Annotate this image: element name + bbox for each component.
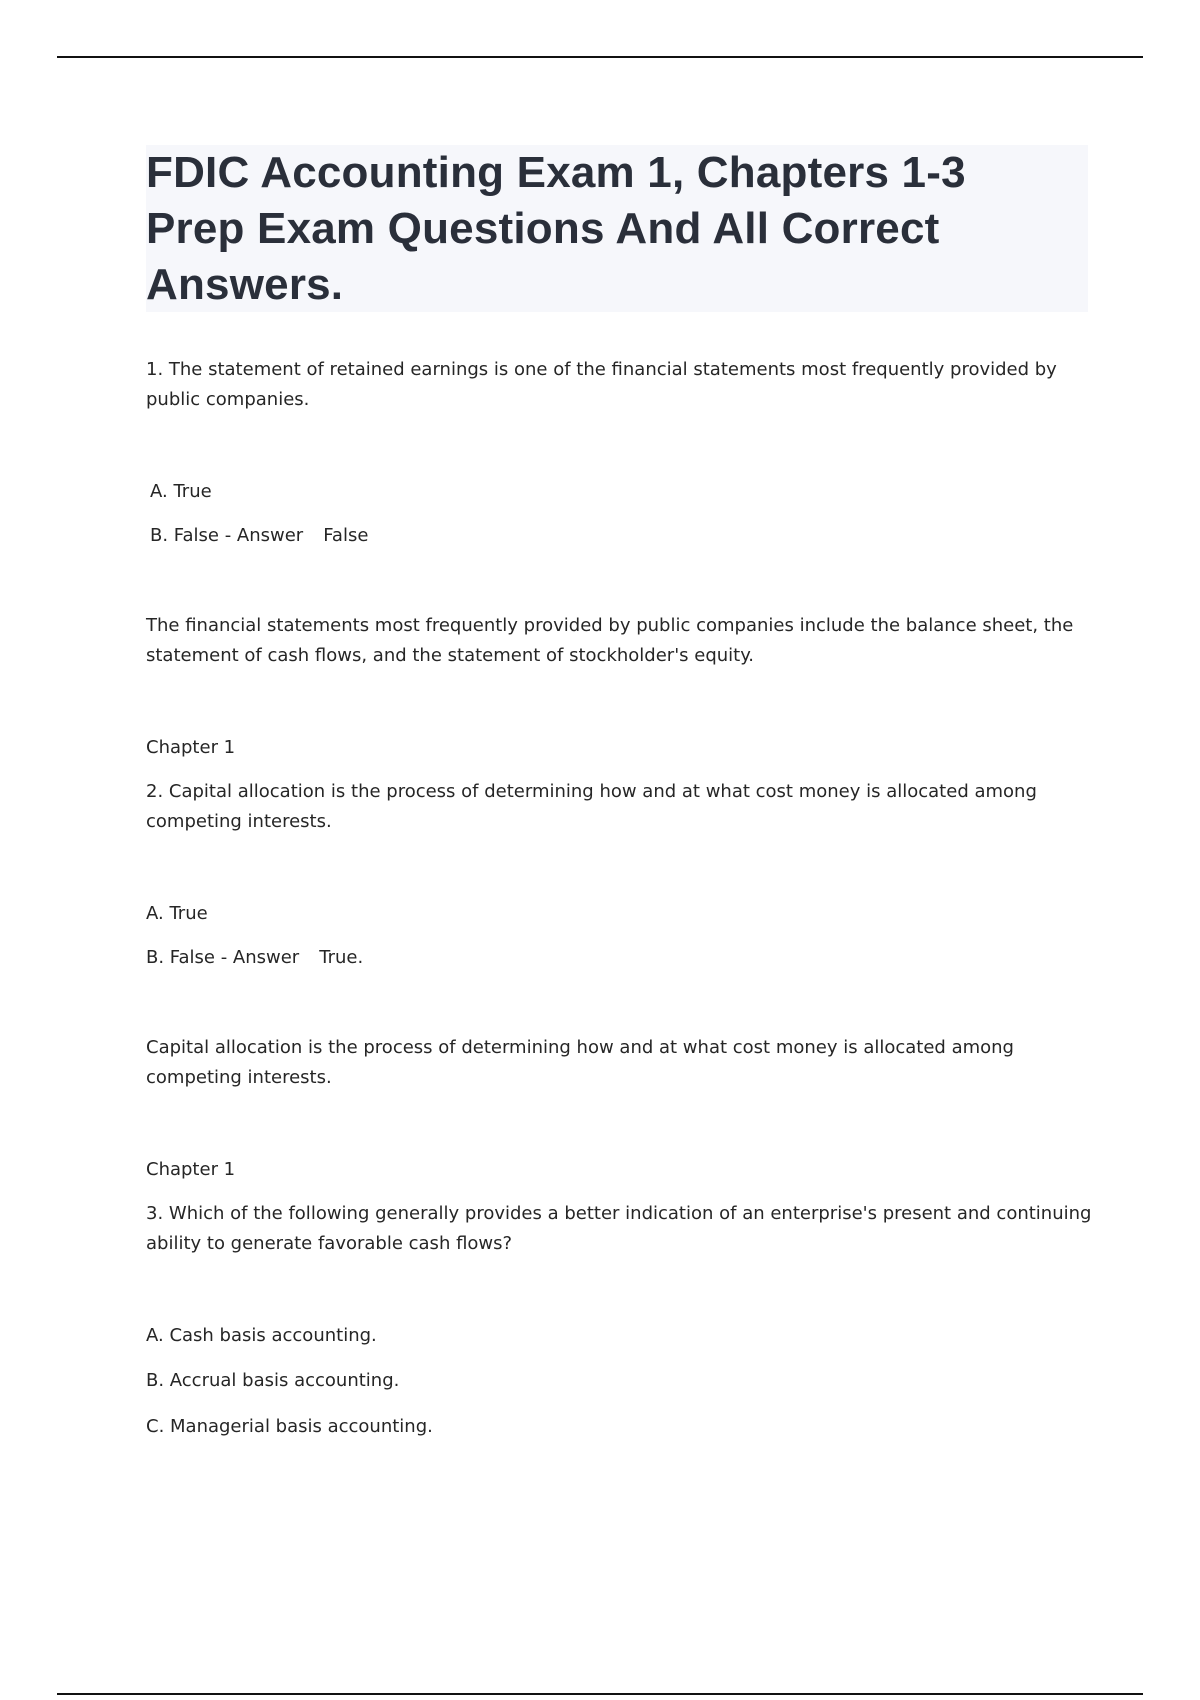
question-1-option-a: A. True [150, 481, 212, 502]
question-3-line-2: ability to generate favorable cash flows? [146, 1233, 513, 1254]
question-1-line-1: 1. The statement of retained earnings is one of the financial statements most frequently provided by [146, 359, 1057, 380]
question-2-option-b-label: B. False - Answer [146, 947, 300, 968]
question-3-option-b: B. Accrual basis accounting. [146, 1370, 400, 1391]
question-3-line-1: 3. Which of the following generally provides a better indication of an enterprise's present and continuing [146, 1203, 1092, 1224]
title-line-2: Prep Exam Questions And All Correct [146, 204, 940, 253]
question-2-option-a: A. True [146, 903, 208, 924]
question-3-option-c: C. Managerial basis accounting. [146, 1416, 433, 1437]
question-2-line-1: 2. Capital allocation is the process of determining how and at what cost money is allocated among [146, 781, 1037, 802]
question-1-explanation-line-2: statement of cash flows, and the statement of stockholder's equity. [146, 645, 755, 666]
question-2-answer: True. [319, 947, 364, 968]
question-1-option-b [150, 521, 368, 551]
document-title [146, 145, 1088, 313]
question-1-option-b-label: B. False - Answer [150, 525, 304, 546]
bottom-rule [57, 1693, 1143, 1695]
title-line-1: FDIC Accounting Exam 1, Chapters 1-3 [146, 148, 966, 197]
question-1-answer: False [323, 525, 369, 546]
title-line-3: Answers. [146, 260, 344, 309]
question-1-explanation-line-1: The financial statements most frequently provided by public companies include the balance sheet, the [146, 615, 1074, 636]
question-2-explanation-line-1: Capital allocation is the process of determining how and at what cost money is allocated among [146, 1037, 1014, 1058]
question-1-line-2: public companies. [146, 389, 310, 410]
question-2-option-b [146, 943, 363, 973]
title-block [146, 145, 1088, 312]
question-1-chapter: Chapter 1 [146, 737, 236, 758]
question-2-explanation-line-2: competing interests. [146, 1067, 332, 1088]
top-rule [57, 56, 1143, 58]
question-2-line-2: competing interests. [146, 811, 332, 832]
question-2-chapter: Chapter 1 [146, 1159, 236, 1180]
question-3-option-a: A. Cash basis accounting. [146, 1325, 377, 1346]
